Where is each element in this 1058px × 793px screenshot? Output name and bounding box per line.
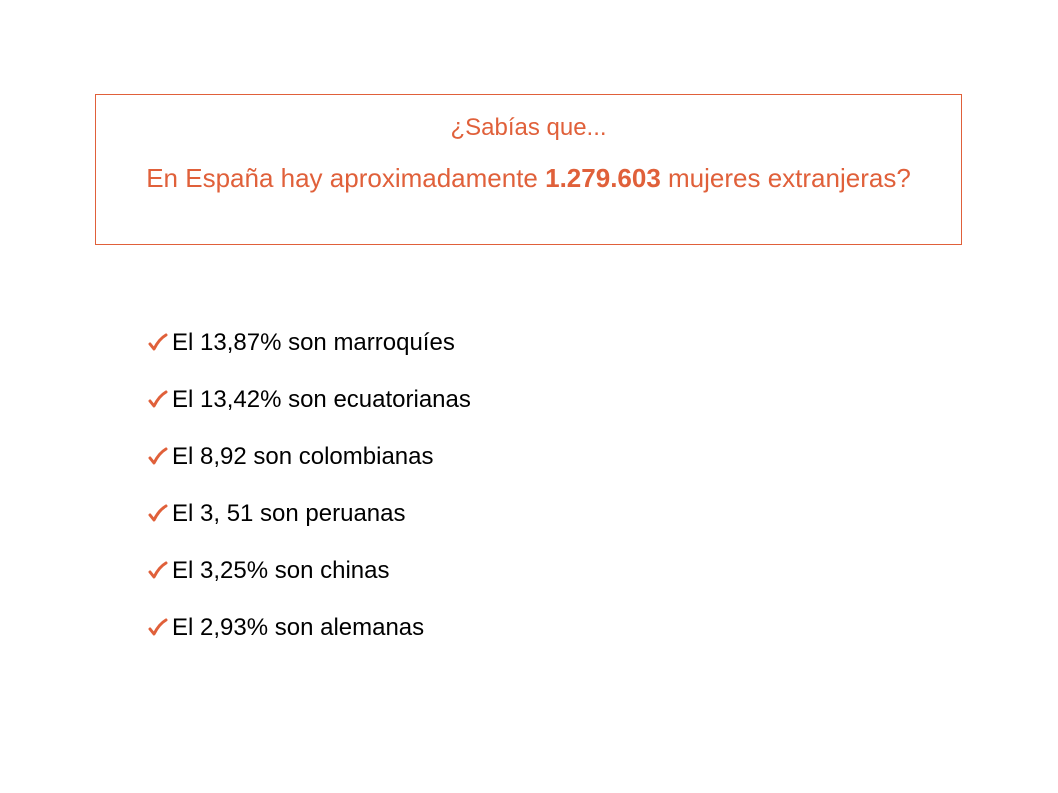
list-item-text: El 3,25% son chinas — [172, 557, 390, 584]
callout-highlight-number: 1.279.603 — [545, 163, 661, 193]
check-mark-icon — [148, 325, 172, 361]
callout-text-before: En España hay aproximadamente — [146, 163, 546, 193]
callout-statement — [126, 161, 931, 195]
check-mark-icon — [148, 382, 172, 418]
list-item — [148, 439, 471, 496]
list-item — [148, 325, 471, 382]
list-item — [148, 496, 471, 553]
list-item — [148, 610, 471, 667]
callout-question: ¿Sabías que... — [450, 114, 607, 141]
check-mark-icon — [148, 496, 172, 532]
check-mark-icon — [148, 439, 172, 475]
callout-text-after: mujeres extranjeras? — [660, 163, 911, 193]
list-item-text: El 13,42% son ecuatorianas — [172, 386, 471, 413]
check-mark-icon — [148, 610, 172, 646]
list-item-text: El 2,93% son alemanas — [172, 614, 425, 641]
list-item-text: El 13,87% son marroquíes — [172, 329, 455, 356]
did-you-know-box — [95, 94, 962, 245]
check-mark-icon — [148, 553, 172, 589]
list-item — [148, 382, 471, 439]
nationality-list — [148, 325, 471, 667]
list-item-text: El 8,92 son colombianas — [172, 443, 434, 470]
list-item — [148, 553, 471, 610]
list-item-text: El 3, 51 son peruanas — [172, 500, 406, 527]
